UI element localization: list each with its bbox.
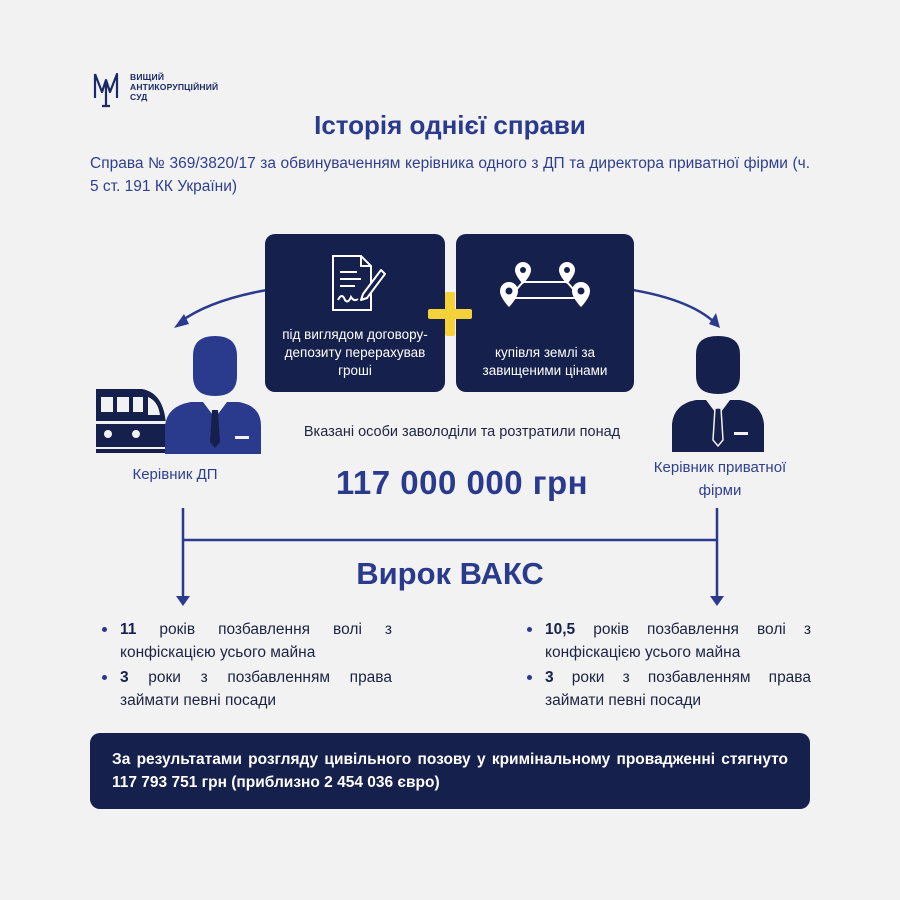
amount-value: 117 000 000 грн: [335, 464, 589, 501]
sentence-item: [100, 666, 392, 712]
arrow-to-left-person: [180, 290, 267, 322]
right-person-label-line2: фірми: [698, 482, 742, 499]
sentence-number: 10,5: [545, 621, 576, 638]
plus-icon: [428, 292, 472, 336]
arrow-head-down-left: [176, 596, 190, 606]
sentence-right: [525, 618, 811, 714]
sentence-text: роки з позбавленням права займати певні посади: [545, 669, 811, 709]
amount-label: Вказані особи заволоділи та розтратили понад: [303, 424, 621, 440]
card-land-text: купівля землі за завищеними цінами: [482, 345, 608, 378]
sentence-item: [100, 618, 392, 664]
card-land-purchase: [456, 234, 634, 392]
sentence-text: років позбавлення волі з конфіскацією усього майна: [545, 621, 811, 661]
businessman-icon-left: [163, 334, 263, 456]
court-name-line3: СУД: [130, 92, 148, 102]
train-icon: [96, 385, 168, 455]
card-deposit-text: під виглядом договору-депозиту перерахував гроші: [282, 327, 428, 378]
sentence-number: 3: [120, 669, 129, 686]
sentence-left: [100, 618, 392, 714]
businessman-icon-right: [672, 336, 764, 454]
map-pins-route-icon: [497, 260, 593, 316]
case-description: Справа № 369/3820/17 за обвинуваченням керівника одного з ДП та директора приватної фірми (ч. 5 ст. 191 КК України): [90, 155, 810, 195]
sentence-number: 11: [120, 621, 137, 638]
arrow-head-down-right: [710, 596, 724, 606]
sentence-item: [525, 666, 811, 712]
right-person-label-line1: Керівник приватної: [653, 459, 787, 476]
court-name-line1: ВИЩИЙ: [130, 72, 165, 82]
sentence-item: [525, 618, 811, 664]
sentence-text: років позбавлення волі з конфіскацією усього майна: [120, 621, 392, 661]
verdict-heading: Вирок ВАКС: [356, 556, 544, 591]
civil-claim-banner: [90, 733, 810, 809]
card-deposit-transfer: [265, 234, 445, 392]
left-person-label: Керівник ДП: [132, 466, 218, 483]
court-name-line2: АНТИКОРУПЦІЙНИЙ: [130, 82, 219, 92]
page-title: Історія однієї справи: [314, 110, 586, 140]
contract-signature-icon: [323, 252, 387, 316]
sentence-text: роки з позбавленням права займати певні посади: [120, 669, 392, 709]
arrow-to-right-person: [633, 290, 714, 322]
sentence-number: 3: [545, 669, 554, 686]
civil-claim-text: За результатами розгляду цивільного позову у кримінальному провадженні стягнуто 117 793 751 грн (приблизно 2 454 036 євро): [112, 751, 788, 791]
